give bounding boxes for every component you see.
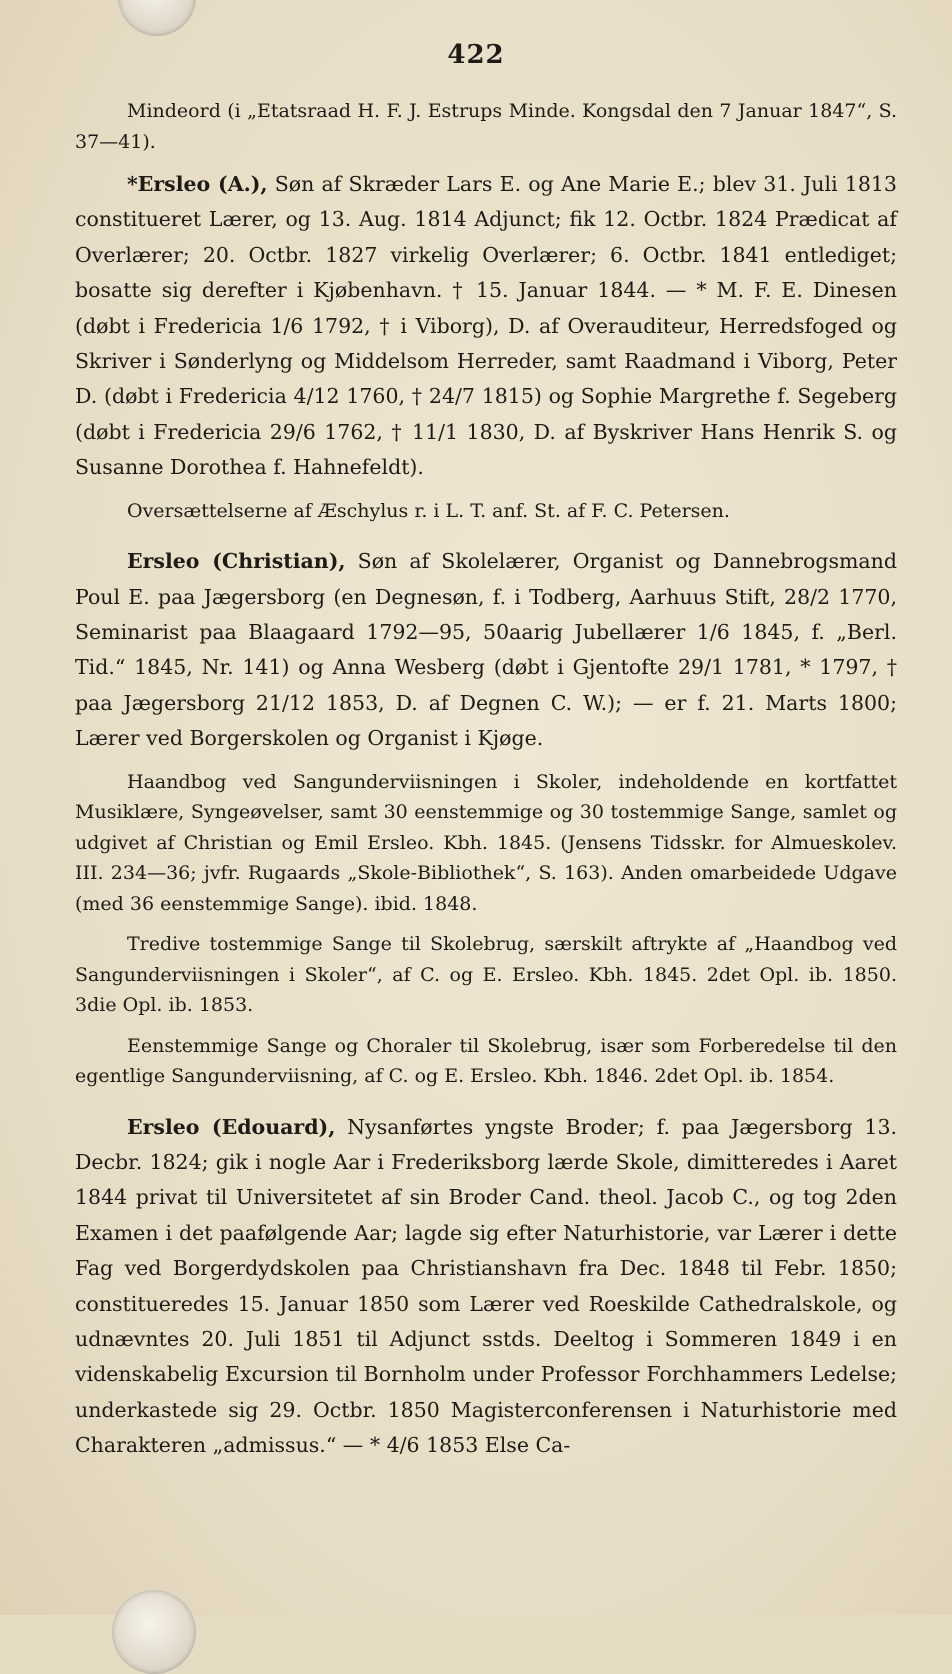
entry-text: Nysanførtes yngste Broder; f. paa Jægersborg 13. Decbr. 1824; gik i nogle Aar i Frederiksborg lærde Skole, dimitteredes i Aaret 1844 privat til Universitetet af sin Broder Cand. theol. Jacob C., og tog 2den Examen i det paafølgende Aar; lagde sig efter Naturhistorie, var Lærer i dette Fag ved Borgerdydskolen paa Christianshavn fra Dec. 1848 til Febr. 1850; constitueredes 15. Januar 1850 som Lærer ved Roeskilde Cathedralskole, og udnævntes 20. Juli 1851 til Adjunct sstds. Deeltog i Sommeren 1849 i en videnskabelig Excursion til Bornholm under Professor Forchhammers Ledelse; underkastede sig 29. Octbr. 1850 Magisterconferensen i Naturhistorie med Charakteren „admissus.“ — * 4/6 1853 Else Ca- bbox=[75, 1114, 897, 1458]
entry-heading: Ersleo (Edouard), bbox=[127, 1114, 336, 1139]
binding-hole-bottom bbox=[112, 1590, 196, 1674]
paragraph-text: Eenstemmige Sange og Choraler til Skolebrug, især som Forberedelse til den egentlige Sangunderviisning, af C. og E. Ersleo. Kbh. 1846. 2det Opl. ib. 1854. bbox=[75, 1034, 897, 1088]
paragraph-haandbog bbox=[75, 767, 897, 920]
paragraph-oversaettelser bbox=[75, 496, 897, 527]
entry-heading: *Ersleo (A.), bbox=[127, 172, 268, 196]
entry-ersleo-christian bbox=[75, 544, 897, 756]
paragraph-text: Oversættelserne af Æschylus r. i L. T. anf. St. af F. C. Petersen. bbox=[127, 499, 730, 522]
paragraph-mindeord bbox=[75, 96, 897, 157]
binding-hole-top bbox=[118, 0, 196, 36]
paragraph-tredive bbox=[75, 929, 897, 1021]
entry-ersleo-a bbox=[75, 167, 897, 486]
entry-heading: Ersleo (Christian), bbox=[127, 549, 346, 574]
paragraph-text: Haandbog ved Sangunderviisningen i Skoler, indeholdende en kortfattet Musiklære, Syngeøvelser, samt 30 eenstemmige og 30 tostemmige Sange, samlet og udgivet af Christian og Emil Ersleo. Kbh. 1845. (Jensens Tidsskr. for Almueskolev. III. 234—36; jvfr. Rugaards „Skole-Bibliothek“, S. 163). Anden omarbeidede Udgave (med 36 eenstemmige Sange). ibid. 1848. bbox=[75, 770, 897, 915]
entry-text: Søn af Skolelærer, Organist og Dannebrogsmand Poul E. paa Jægersborg (en Degnesøn, f. i Todberg, Aarhuus Stift, 28/2 1770, Seminarist paa Blaagaard 1792—95, 50aarig Jubellærer 1/6 1845, f. „Berl. Tid.“ 1845, Nr. 141) og Anna Wesberg (døbt i Gjentofte 29/1 1781, * 1797, † paa Jægersborg 21/12 1853, D. af Degnen C. W.); — er f. 21. Marts 1800; Lærer ved Borgerskolen og Organist i Kjøge. bbox=[75, 549, 897, 751]
paragraph-text: Tredive tostemmige Sange til Skolebrug, særskilt aftrykte af „Haandbog ved Sangunderviisningen i Skoler“, af C. og E. Ersleo. Kbh. 1845. 2det Opl. ib. 1850. 3die Opl. ib. 1853. bbox=[75, 933, 897, 1017]
page-number: 422 bbox=[447, 40, 505, 70]
paragraph-eenstemmige bbox=[75, 1031, 897, 1092]
entry-text: Søn af Skræder Lars E. og Ane Marie E.; blev 31. Juli 1813 constitueret Lærer, og 13. Aug. 1814 Adjunct; fik 12. Octbr. 1824 Prædicat af Overlærer; 20. Octbr. 1827 virkelig Overlærer; 6. Octbr. 1841 entlediget; bosatte sig derefter i Kjøbenhavn. † 15. Januar 1844. — * M. F. E. Dinesen (døbt i Fredericia 1/6 1792, † i Viborg), D. af Overauditeur, Herredsfoged og Skriver i Sønderlyng og Middelsom Herreder, samt Raadmand i Viborg, Peter D. (døbt i Fredericia 4/12 1760, † 24/7 1815) og Sophie Margrethe f. Segeberg (døbt i Fredericia 29/6 1762, † 11/1 1830, D. af Byskriver Hans Henrik S. og Susanne Dorothea f. Hahnefeldt). bbox=[75, 172, 897, 480]
entry-ersleo-edouard bbox=[75, 1110, 897, 1464]
paragraph-text: Mindeord (i „Etatsraad H. F. J. Estrups Minde. Kongsdal den 7 Januar 1847“, S. 37—41). bbox=[75, 100, 897, 153]
page-body bbox=[75, 96, 897, 1464]
